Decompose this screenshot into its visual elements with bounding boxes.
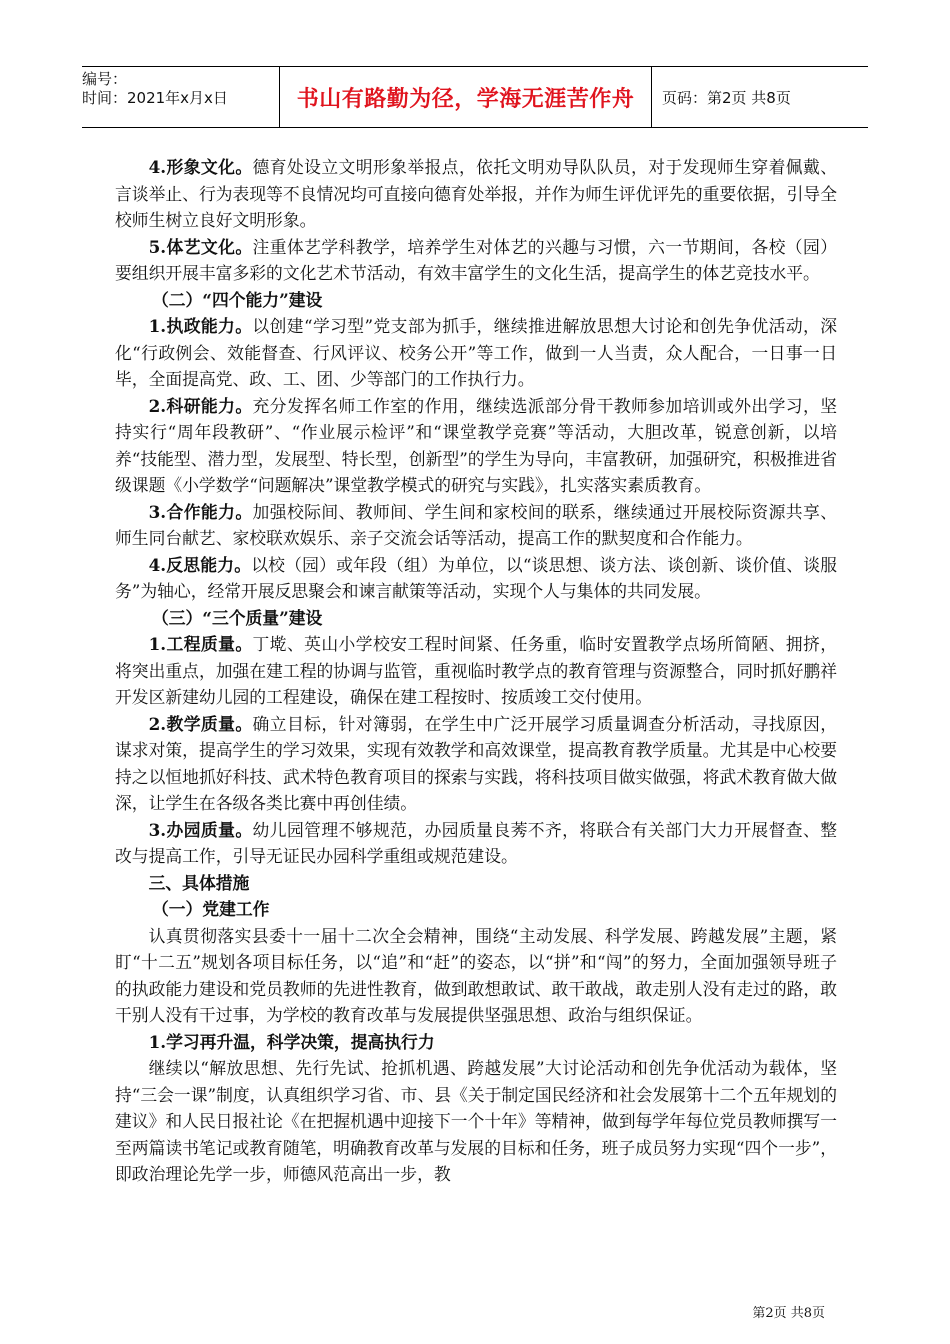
serial-label: 编号： [82,70,128,88]
paragraph-lead: 5.体艺文化。 [148,236,253,257]
body-paragraph [115,923,837,1029]
paragraph-text: 加强校际间、教师间、学生间和家校间的联系，继续通过开展校际资源共享、师生同台献艺、家校联欢娱乐、亲子交流会话等活动，提高工作的默契度和合作能力。 [115,501,837,548]
paragraph-lead: 4.反思能力。 [148,554,252,575]
body-paragraph [115,313,837,393]
paragraph-text: 确立目标，针对簿弱，在学生中广泛开展学习质量调查分析活动，寻找原因，谋求对策，提高学生的学习效果，实现有效教学和高效课堂，提高教育教学质量。尤其是中心校要持之以恒地抓好科技、武术特色教育项目的探索与实践，将科技项目做实做强，将武术教育做大做深，让学生在各级各类比赛中再创佳绩。 [115,713,837,813]
subsection-heading: （二）“四个能力”建设 [151,289,323,310]
paragraph-text: 继续以“解放思想、先行先试、抢抓机遇、跨越发展”大讨论活动和创先争优活动为载体，坚持“三会一课”制度，认真组织学习省、市、县《关于制定国民经济和社会发展第十二个五年规划的建议》和人民日报社论《在把握机遇中迎接下一个十年》等精神，做到每学年每位党员教师撰写一至两篇读书笔记或教育随笔，明确教育改革与发展的目标和任务，班子成员努力实现“四个一步”，即政治理论先学一步，师德风范高出一步，教 [115,1058,837,1184]
paragraph-text: 注重体艺学科教学，培养学生对体艺的兴趣与习惯，六一节期间，各校（园）要组织开展丰富多彩的文化艺术节活动，有效丰富学生的文化生活，提高学生的体艺竞技水平。 [115,236,837,283]
paragraph-text: 丁墘、英山小学校安工程时间紧、任务重，临时安置教学点场所简陋、拥挤，将突出重点，加强在建工程的协调与监管，重视临时教学点的教育管理与资源整合，同时抓好鹏祥开发区新建幼儿园的工程建设，确保在建工程按时、按质竣工交付使用。 [115,634,837,707]
body-paragraph [115,631,837,711]
body-paragraph [115,552,837,605]
body-paragraph [115,234,837,287]
paragraph-lead: 2.教学质量。 [148,713,253,734]
subsection-heading: 1.学习再升温，科学决策，提高执行力 [148,1031,435,1052]
paragraph-lead: 1.工程质量。 [148,634,253,654]
body-paragraph [115,154,837,234]
paragraph-text: 德育处设立文明形象举报点，依托文明劝导队队员，对于发现师生穿着佩戴、言谈举止、行为表现等不良情况均可直接向德育处举报，并作为师生评优评先的重要依据，引导全校师生树立良好文明形象。 [115,157,837,230]
body-paragraph [115,711,837,817]
paragraph-lead: 3.合作能力。 [148,501,253,522]
document-header [82,66,868,128]
paragraph-lead: 2.科研能力。 [148,395,253,416]
paragraph-text: 以创建“学习型”党支部为抓手，继续推进解放思想大讨论和创先争优活动，深化“行政例会、效能督查、行风评议、校务公开”等工作，做到一人当责，众人配合，一日事一日毕，全面提高党、政、工、团、少等部门的工作执行力。 [115,316,837,389]
document-body [115,154,837,1188]
paragraph-lead: 3.办园质量。 [148,819,253,840]
paragraph-text: 充分发挥名师工作室的作用，继续选派部分骨干教师参加培训或外出学习，坚持实行“周年段教研”、“作业展示检评”和“课堂教学竞赛”等活动，大胆改革，锐意创新，以培养“技能型、潜力型，发展型、特长型，创新型”的学生为导向，丰富教研，加强研究，积极推进省级课题《小学数学“问题解决”课堂教学模式的研究与实践》，扎实落实素质教育。 [115,395,837,495]
header-page-number: 页码：第2页 共8页 [662,88,791,107]
body-paragraph [115,499,837,552]
paragraph-text: 以校（园）或年段（组）为单位，以“谈思想、谈方法、谈创新、谈价值、谈服务”为轴心，经常开展反思聚会和谏言献策等活动，实现个人与集体的共同发展。 [115,554,837,601]
body-paragraph [115,1055,837,1188]
subsection-heading: （一）党建工作 [151,899,270,919]
paragraph-lead: 1.执政能力。 [148,316,253,336]
page-footer: 第2页 共8页 [752,1306,825,1321]
section-heading: 三、具体措施 [148,872,250,893]
subsection-heading: （三）“三个质量”建设 [151,607,323,628]
body-paragraph [115,817,837,870]
header-motto: 书山有路勤为径，学海无涯苦作舟 [280,67,652,127]
paragraph-lead: 4.形象文化。 [148,157,253,177]
paragraph-text: 认真贯彻落实县委十一届十二次全会精神，围绕“主动发展、科学发展、跨越发展”主题，紧盯“十二五”规划各项目标任务，以“追”和“赶”的姿态，以“拼”和“闯”的努力，全面加强领导班子的执政能力建设和党员教师的先进性教育，做到敢想敢试、敢干敢战，敢走别人没有走过的路，敢干别人没有干过事，为学校的教育改革与发展提供坚强思想、政治与组织保证。 [115,925,837,1025]
date-label: 时间：2021年x月x日 [82,89,228,107]
body-paragraph [115,393,837,499]
paragraph-text: 幼儿园管理不够规范，办园质量良莠不齐，将联合有关部门大力开展督查、整改与提高工作，引导无证民办园科学重组或规范建设。 [115,819,837,866]
header-meta [82,67,280,127]
